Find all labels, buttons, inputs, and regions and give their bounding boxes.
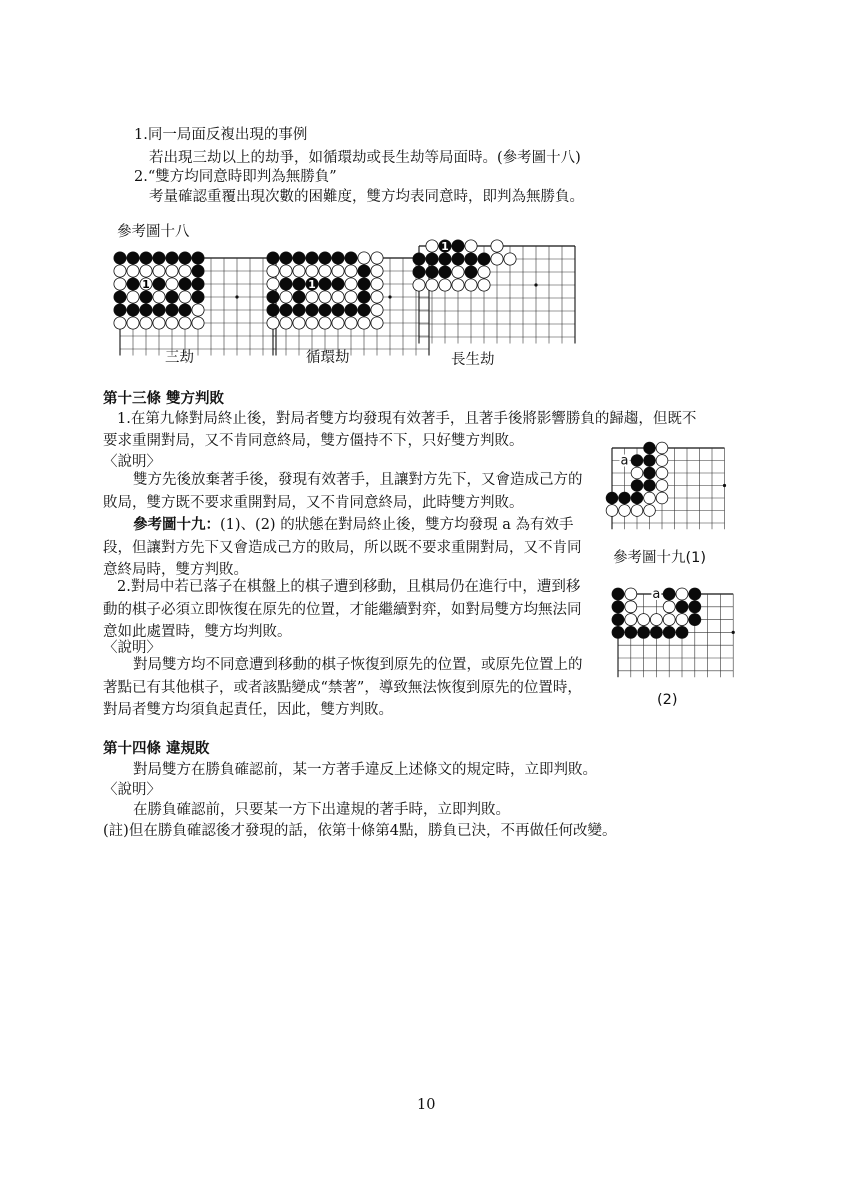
item1-text: 若出現三劫以上的劫爭，如循環劫或長生劫等局面時。(參考圖十八) (149, 150, 581, 166)
figure-19-bold-label: 參考圖十九： (133, 516, 220, 533)
article-13-p1-line1: 1.在第九條對局終止後，對局者雙方均發現有效著手，且著手後將影響勝負的歸趨，但既不 (117, 411, 697, 427)
item1-title: 1.同一局面反複出現的事例 (134, 127, 308, 143)
article-14-note: 在勝負確認前，只要某一方下出違規的著手時，立即判敗。 (133, 802, 510, 818)
note-paragraph: 雙方先後放棄著手後，發現有效著手，且讓對方先下，又會造成己方的敗局，雙方既不要求重開對局，又不肯同意終局，此時雙方判敗。 (103, 472, 583, 511)
white-stone (663, 614, 675, 626)
black-stone (650, 626, 662, 638)
white-stone (625, 588, 637, 600)
note-paragraph-2: 對局雙方均不同意遭到移動的棋子恢復到原先的位置，或原先位置上的著點已有其他棋子，或者該點變成“禁著”，導致無法恢復到原先的位置時，對局者雙方均須負起責任，因此，雙方判敗。 (103, 657, 583, 718)
white-stone (625, 601, 637, 613)
black-stone (612, 588, 624, 600)
note-label-2: 〈說明〉 (103, 640, 161, 656)
move-number: 1 (142, 278, 150, 291)
article-13-p1-line2: 要求重開對局，又不肯同意終局，雙方僵持不下，只好雙方判敗。 (103, 433, 524, 449)
page-number: 10 (417, 1097, 436, 1113)
figure-18-label: 參考圖十八 (117, 224, 190, 240)
mark-label: a (652, 587, 661, 602)
caption-eternal-life: 長生劫 (451, 352, 495, 368)
black-stone (663, 588, 675, 600)
black-stone (676, 626, 688, 638)
caption-fig19-2: (2) (657, 692, 678, 708)
mark-label: a (620, 453, 629, 469)
note-label-3: 〈說明〉 (103, 782, 161, 798)
article-14-text: 對局雙方在勝負確認前，某一方著手違反上述條文的規定時，立即判敗。 (133, 762, 597, 778)
caption-fig19-1: 參考圖十九(1) (613, 550, 707, 566)
white-stone (625, 614, 637, 626)
article-13-heading: 第十三條 雙方判敗 (103, 391, 225, 407)
black-stone (689, 601, 701, 613)
black-stone (625, 626, 637, 638)
black-stone (612, 626, 624, 638)
article-14-remark: (註)但在勝負確認後才發現的話，依第十條第4點，勝負已決，不再做任何改變。 (103, 823, 617, 839)
black-stone (676, 601, 688, 613)
black-stone (638, 626, 650, 638)
white-stone (638, 614, 650, 626)
white-stone (676, 614, 688, 626)
black-stone (612, 601, 624, 613)
article-14-heading: 第十四條 違規敗 (103, 741, 210, 757)
white-stone (676, 588, 688, 600)
move-number: 1 (441, 240, 449, 253)
article-13-p2: 2.對局中若已落子在棋盤上的棋子遭到移動，且棋局仍在進行中，遭到移動的棋子必須立即恢復在原先的位置，才能繼續對弈，如對局雙方均無法同意如此處置時，雙方均判敗。 (103, 579, 582, 640)
note-label: 〈說明〉 (103, 454, 161, 470)
white-stone (650, 614, 662, 626)
item2-title: 2.“雙方均同意時即判為無勝負” (134, 169, 337, 185)
black-stone (663, 626, 675, 638)
figure-19-text: (1)、(2) 的狀態在對局終止後，雙方均發現 a 為有效手段，但讓對方先下又會造成己方的敗局，所以既不要求重開對局，又不肯同意終局時，雙方判敗。 (103, 517, 582, 578)
star-point (732, 631, 735, 634)
white-stone (663, 601, 675, 613)
caption-cycle-ko: 循環劫 (306, 350, 350, 366)
black-stone (612, 614, 624, 626)
item2-text: 考量確認重覆出現次數的困難度，雙方均表同意時，即判為無勝負。 (149, 189, 584, 205)
black-stone (689, 614, 701, 626)
caption-sanko: 三劫 (165, 350, 194, 366)
move-number: 1 (308, 278, 316, 291)
black-stone (689, 588, 701, 600)
